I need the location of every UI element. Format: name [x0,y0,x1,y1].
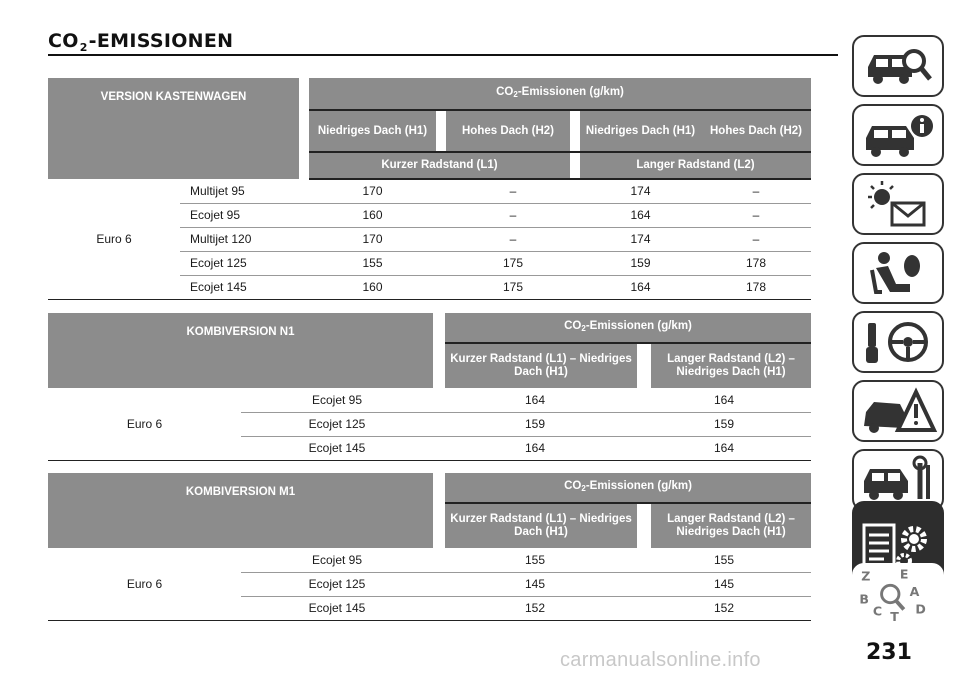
nav-tab-warning-lights[interactable] [852,173,944,235]
sub-header-l2-h1: Langer Radstand (L2) – Niedriges Dach (H1) [651,503,811,548]
value-cell: 145 [433,572,637,596]
nav-tab-safety[interactable] [852,242,944,304]
engine-name: Ecojet 125 [241,572,433,596]
page-number: 231 [866,640,912,665]
nav-tab-starting-driving[interactable] [852,311,944,373]
sub-header-l1-h1: Kurzer Radstand (L1) – Niedriges Dach (H1) [445,343,637,388]
value-cell: 164 [637,436,811,460]
value-cell: – [446,179,580,203]
svg-text:T: T [890,609,899,623]
sub-header-l2-h1: Niedriges Dach (H1) [580,110,701,152]
engine-name: Ecojet 125 [180,251,299,275]
value-cell: – [701,179,811,203]
nav-tab-emergency[interactable] [852,380,944,442]
value-cell: 178 [701,275,811,299]
value-cell: 174 [580,179,701,203]
value-cell: 155 [637,548,811,572]
version-header: VERSION KASTENWAGEN [48,78,299,179]
version-header: KOMBIVERSION N1 [48,313,433,388]
value-cell: 164 [580,275,701,299]
table-row [48,179,811,203]
co2-emissions-header: $CO_2$-Emissionen (g/km) [445,473,811,503]
engine-name: Ecojet 145 [241,436,433,460]
svg-text:B: B [859,591,869,607]
engine-name: Ecojet 145 [180,275,299,299]
value-cell: 170 [299,227,446,251]
engine-name: Ecojet 145 [241,596,433,620]
engine-name: Ecojet 95 [241,548,433,572]
engine-name: Multijet 95 [180,179,299,203]
sub-header-l1-h1: Niedriges Dach (H1) [309,110,436,152]
value-cell: – [446,227,580,251]
value-cell: – [446,203,580,227]
car-search-icon [854,37,942,95]
value-cell: 152 [433,596,637,620]
alphabetical-index-icon [854,565,942,623]
svg-text:C: C [872,603,883,619]
nav-tab-index[interactable] [852,563,944,627]
group-header-l2: Langer Radstand (L2) [580,152,811,179]
table-row [48,388,811,412]
seat-airbag-icon [854,244,942,302]
value-cell: 175 [446,275,580,299]
sub-header-l2-h2: Hohes Dach (H2) [701,110,811,152]
sub-header-l2-h1: Langer Radstand (L2) – Niedriges Dach (H1) [651,343,811,388]
key-steering-wheel-icon [854,313,942,371]
table-kastenwagen [48,78,811,300]
table-kombiversion-n1 [48,313,811,461]
value-cell: 164 [580,203,701,227]
euro-class: Euro 6 [48,179,180,299]
car-warning-triangle-icon [854,382,942,440]
engine-name: Ecojet 95 [241,388,433,412]
engine-name: Multijet 120 [180,227,299,251]
value-cell: – [701,203,811,227]
engine-name: Ecojet 125 [241,412,433,436]
svg-text:A: A [909,583,920,599]
engine-name: Ecojet 95 [180,203,299,227]
value-cell: 160 [299,203,446,227]
version-header: KOMBIVERSION M1 [48,473,433,548]
euro-class: Euro 6 [48,388,241,460]
co2-emissions-header: $CO_2$-Emissionen (g/km) [309,78,811,110]
table-kombiversion-m1 [48,473,811,621]
value-cell: 159 [637,412,811,436]
group-header-l1: Kurzer Radstand (L1) [309,152,570,179]
sub-header-l1-h1: Kurzer Radstand (L1) – Niedriges Dach (H1) [445,503,637,548]
nav-tab-car-info[interactable] [852,104,944,166]
value-cell: 178 [701,251,811,275]
value-cell: 164 [433,388,637,412]
value-cell: 155 [433,548,637,572]
value-cell: 175 [446,251,580,275]
warning-light-message-icon [854,175,942,233]
euro-class: Euro 6 [48,548,241,620]
value-cell: 145 [637,572,811,596]
co2-emissions-header: $CO_2$-Emissionen (g/km) [445,313,811,343]
value-cell: 160 [299,275,446,299]
value-cell: 164 [637,388,811,412]
title-rule [48,54,838,56]
page-title: $CO_2$-EMISSIONEN [48,30,234,54]
nav-tab-car-search[interactable] [852,35,944,97]
value-cell: 159 [580,251,701,275]
watermark: carmanualsonline.info [560,649,761,671]
svg-text:E: E [899,566,909,582]
value-cell: 159 [433,412,637,436]
car-info-icon [854,106,942,164]
value-cell: 164 [433,436,637,460]
table-row [48,548,811,572]
value-cell: 174 [580,227,701,251]
value-cell: – [701,227,811,251]
value-cell: 152 [637,596,811,620]
svg-text:Z: Z [861,568,871,584]
sub-header-l1-h2: Hohes Dach (H2) [446,110,570,152]
svg-text:D: D [915,601,926,617]
value-cell: 155 [299,251,446,275]
value-cell: 170 [299,179,446,203]
